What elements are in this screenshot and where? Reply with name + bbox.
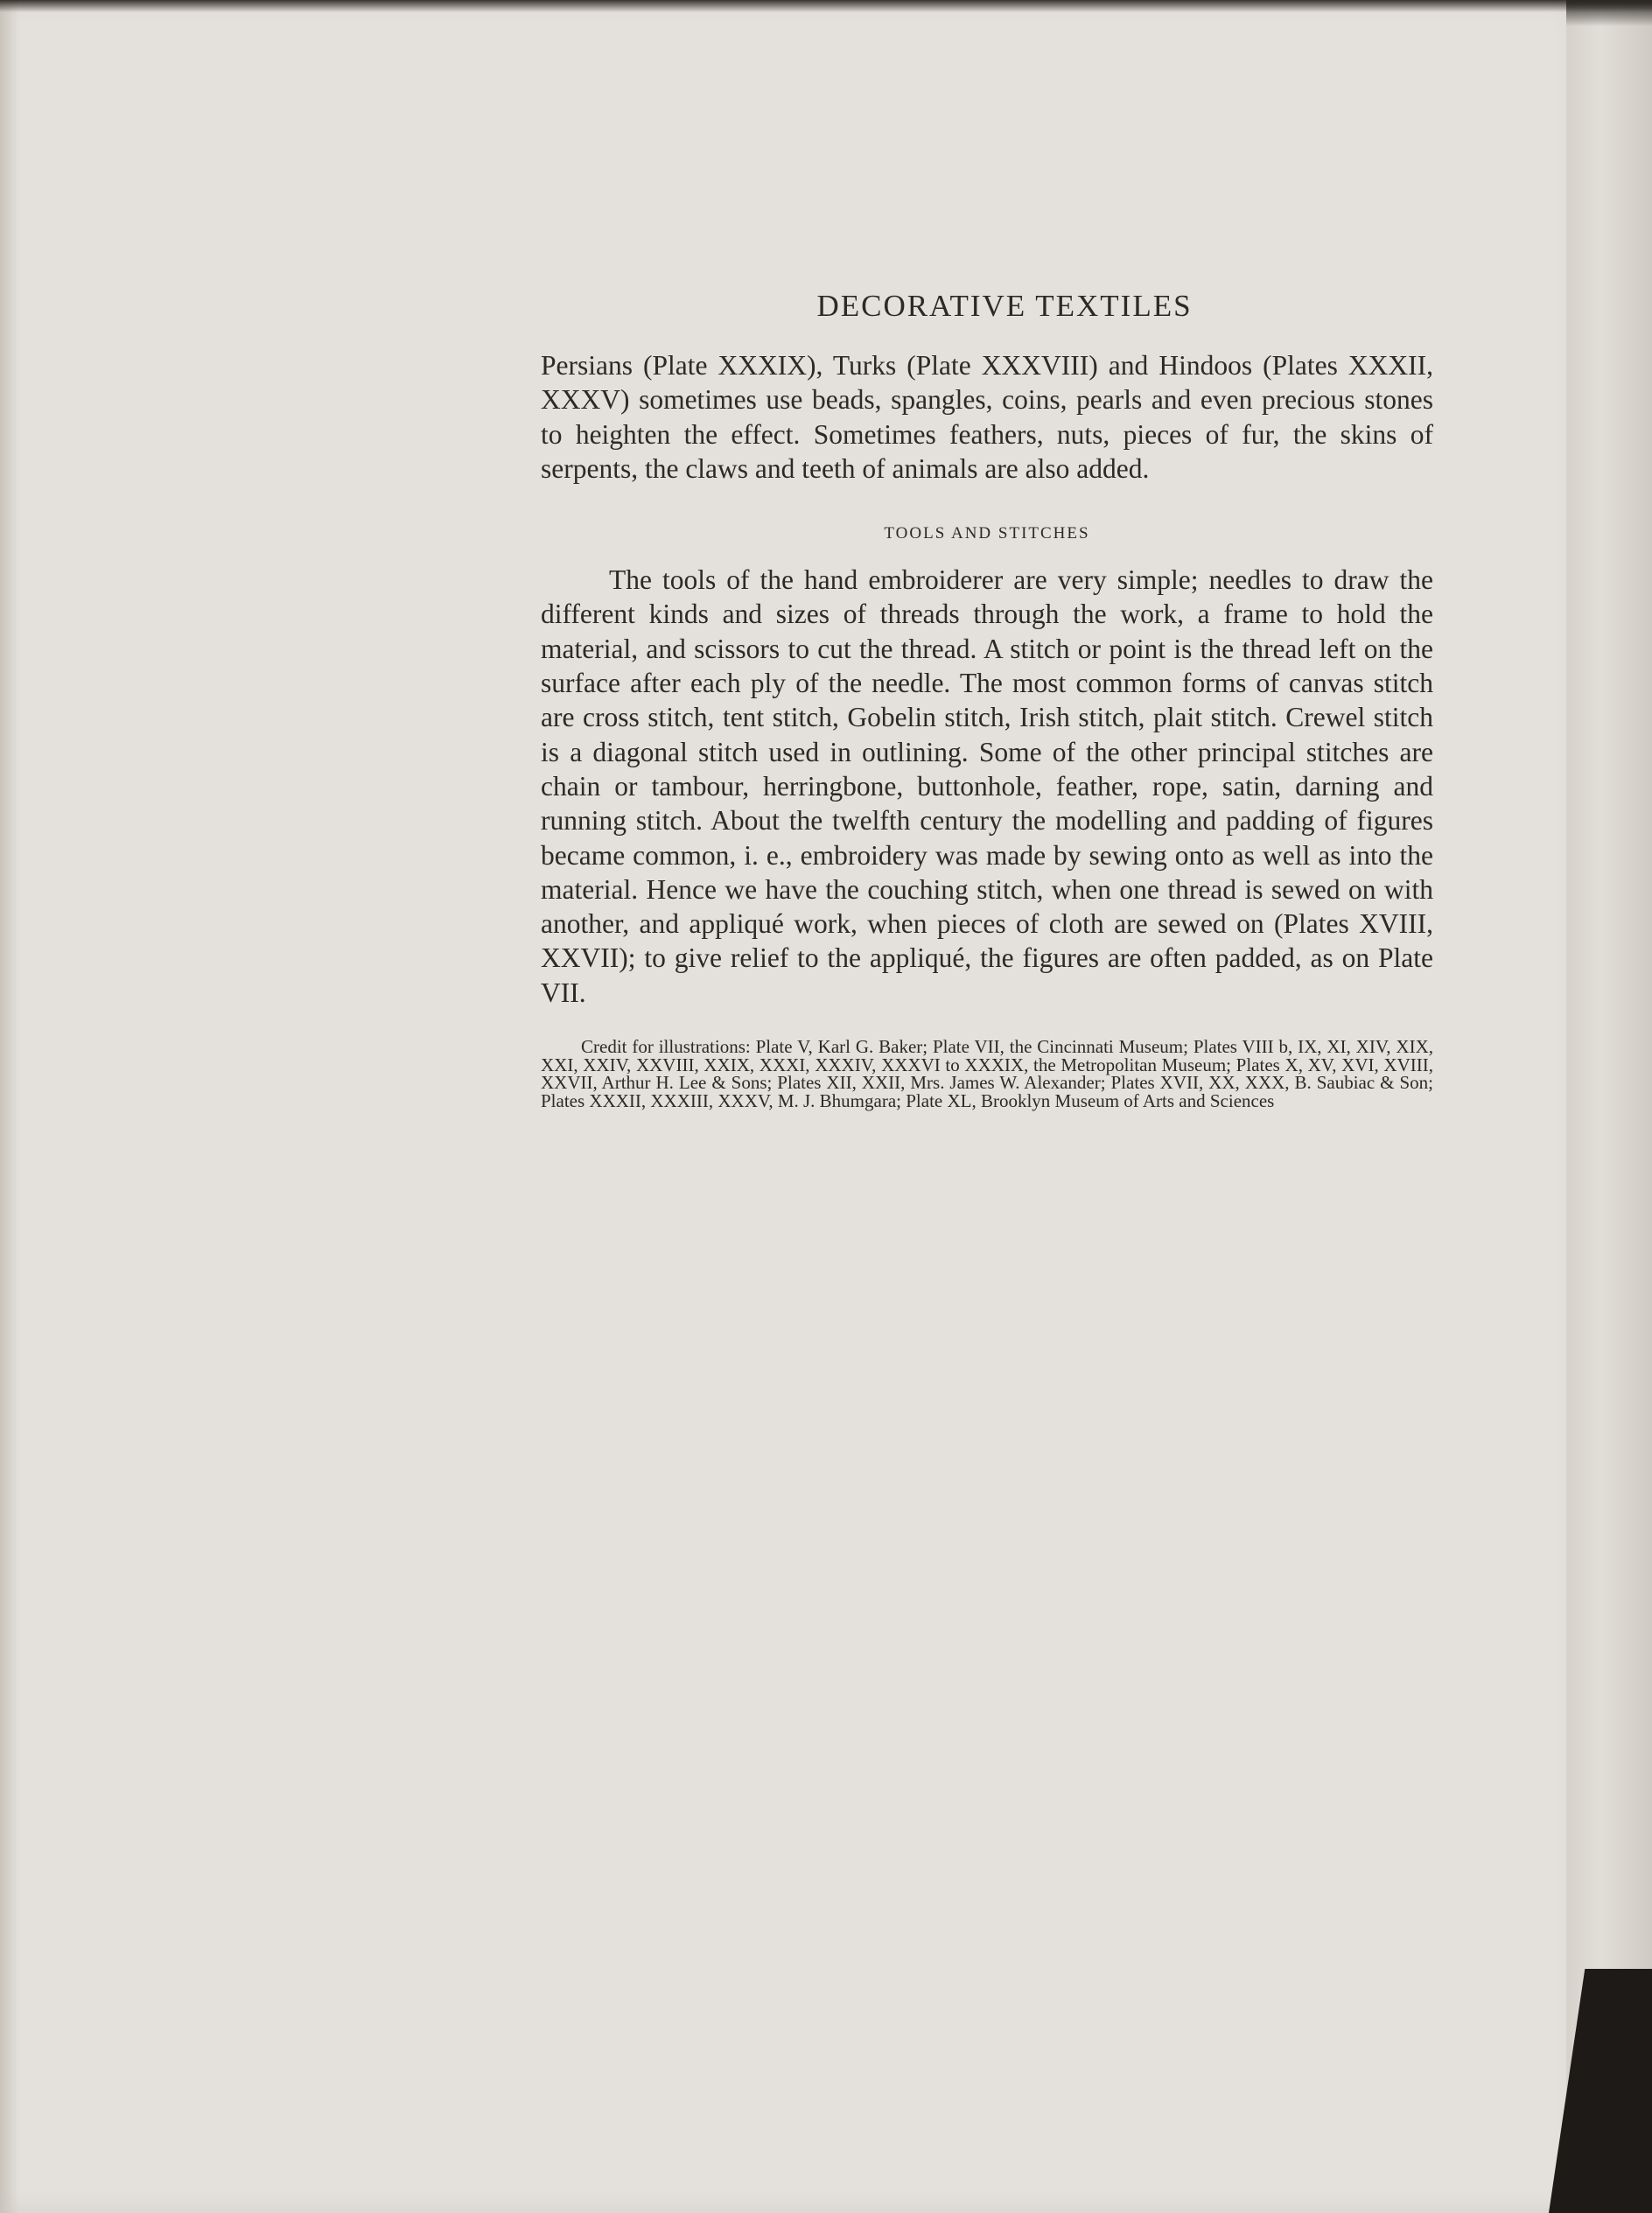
page-left-edge: [0, 0, 19, 2213]
page-content: [541, 289, 1433, 1128]
page-right-edge: [1566, 0, 1652, 2213]
running-head: DECORATIVE TEXTILES: [816, 289, 1193, 323]
paragraph-embellishments: Persians (Plate XXXIX), Turks (Plate XXXVIII) and Hindoos (Plates XXXII, XXXV) sometimes use beads, spangles, coins, pearls and even precious stones to heighten the effect. Sometimes feathers, nuts, pieces of fur, the skins of serpents, the claws and teeth of animals are also added.: [541, 350, 1433, 484]
background-corner-top: [1566, 0, 1652, 26]
section-heading: TOOLS AND STITCHES: [884, 524, 1090, 543]
page-top-edge: [0, 0, 1652, 12]
paragraph-tools-and-stitches: The tools of the hand embroiderer are very simple; needles to draw the different kinds and sizes of threads through the work, a frame to hold the material, and scissors to cut the thread. A stitch or point is the thread left on the surface after each ply of the needle. The most common forms of canvas stitch are cross stitch, tent stitch, Gobelin stitch, Irish stitch, plait stitch. Crewel stitch is a diagonal stitch used in outlining. Some of the other principal stitches are chain or tambour, herringbone, buttonhole, feather, rope, satin, darning and running stitch. About the twelfth century the modelling and padding of figures became common, i. e., embroidery was made by sewing onto as well as into the material. Hence we have the couching stitch, when one thread is sewed on with another, and appliqué work, when pieces of cloth are sewed on (Plates XVIII, XXVII); to give relief to the appliqué, the figures are often padded, as on Plate VII.: [541, 564, 1433, 1008]
illustration-credits: Credit for illustrations: Plate V, Karl G. Baker; Plate VII, the Cincinnati Museum; Plates VIII b, IX, XI, XIV, XIX, XXI, XXIV, XXVIII, XXIX, XXXI, XXXIV, XXXVI to XXXIX, the Metropolitan Museum; Plates X, XV, XVI, XVIII, XXVII, Arthur H. Lee & Sons; Plates XII, XXII, Mrs. James W. Alexander; Plates XVII, XX, XXX, B. Saubiac & Son; Plates XXXII, XXXIII, XXXV, M. J. Bhumgara; Plate XL, Brooklyn Museum of Arts and Sciences: [541, 1036, 1433, 1111]
